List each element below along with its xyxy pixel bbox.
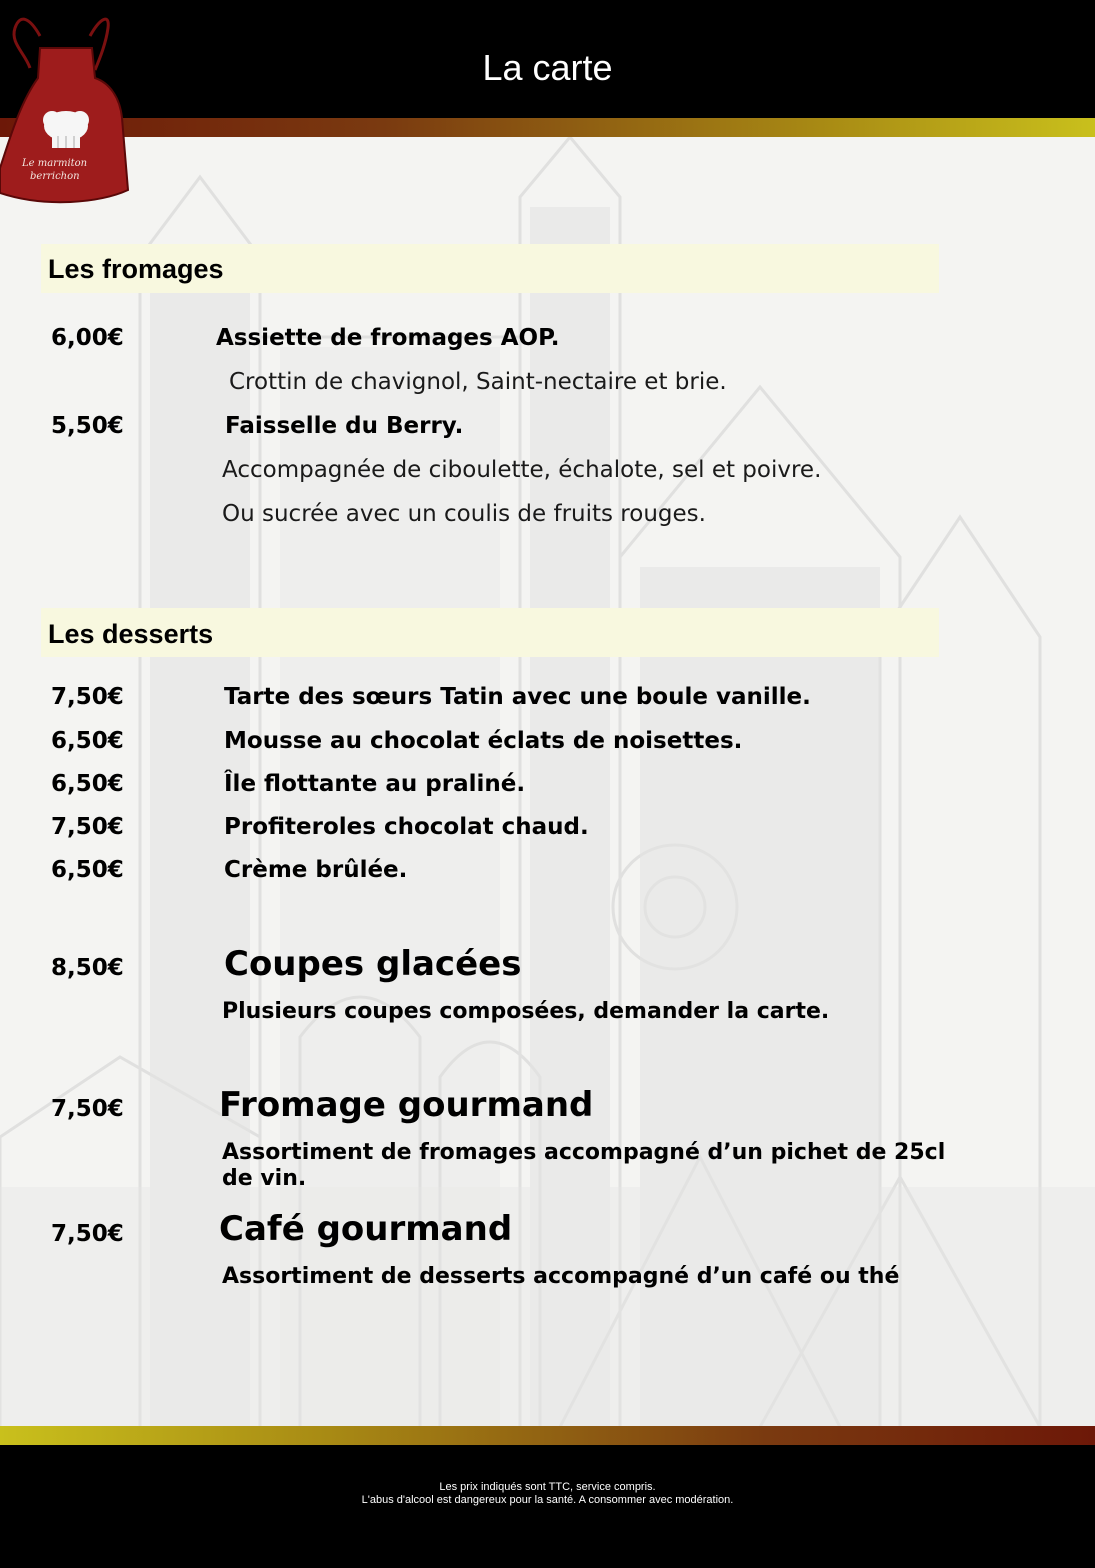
header-bar xyxy=(0,0,1095,118)
special-item-description: Assortiment de fromages accompagné d’un pichet de 25cl de vin. xyxy=(222,1140,946,1191)
menu-item-name: Île flottante au praliné. xyxy=(224,771,526,797)
menu-item-description: Ou sucrée avec un coulis de fruits rouges. xyxy=(222,501,706,527)
menu-item-name: Tarte des sœurs Tatin avec une boule vanille. xyxy=(224,684,811,710)
menu-item-name: Crème brûlée. xyxy=(224,857,408,883)
price: 7,50€ xyxy=(51,1221,124,1247)
special-item-description: Plusieurs coupes composées, demander la carte. xyxy=(222,999,830,1024)
section-title-fromages: Les fromages xyxy=(48,254,224,284)
price: 6,50€ xyxy=(51,857,124,883)
menu-item-name: Faisselle du Berry. xyxy=(225,413,464,439)
special-item-name: Coupes glacées xyxy=(224,944,522,984)
price: 5,50€ xyxy=(51,413,124,439)
menu-item-name: Assiette de fromages AOP. xyxy=(216,325,560,351)
menu-item-description: Crottin de chavignol, Saint-nectaire et brie. xyxy=(229,369,727,395)
footer-price-notice: Les prix indiqués sont TTC, service compris. xyxy=(439,1481,656,1493)
menu-item-description: Accompagnée de ciboulette, échalote, sel et poivre. xyxy=(222,457,822,483)
section-title-desserts: Les desserts xyxy=(48,619,214,649)
special-item-name: Café gourmand xyxy=(219,1209,513,1249)
restaurant-logo xyxy=(0,8,130,213)
special-item-description: Assortiment de desserts accompagné d’un café ou thé xyxy=(222,1264,900,1289)
bottom-gradient-stripe xyxy=(0,1426,1095,1445)
price: 8,50€ xyxy=(51,955,124,981)
logo-text-line2: berrichon xyxy=(30,171,80,182)
price: 6,50€ xyxy=(51,728,124,754)
footer-bar xyxy=(0,1445,1095,1568)
price: 7,50€ xyxy=(51,684,124,710)
special-item-name: Fromage gourmand xyxy=(219,1085,594,1125)
menu-item-name: Mousse au chocolat éclats de noisettes. xyxy=(224,728,743,754)
price: 6,00€ xyxy=(51,325,124,351)
footer-alcohol-notice: L'abus d'alcool est dangereux pour la santé. A consommer avec modération. xyxy=(361,1494,734,1506)
menu-item-name: Profiteroles chocolat chaud. xyxy=(224,814,589,840)
price: 6,50€ xyxy=(51,771,124,797)
price: 7,50€ xyxy=(51,814,124,840)
page-title: La carte xyxy=(482,47,613,88)
logo-text-line1: Le marmiton xyxy=(22,158,88,169)
top-gradient-stripe xyxy=(0,118,1095,137)
price: 7,50€ xyxy=(51,1096,124,1122)
